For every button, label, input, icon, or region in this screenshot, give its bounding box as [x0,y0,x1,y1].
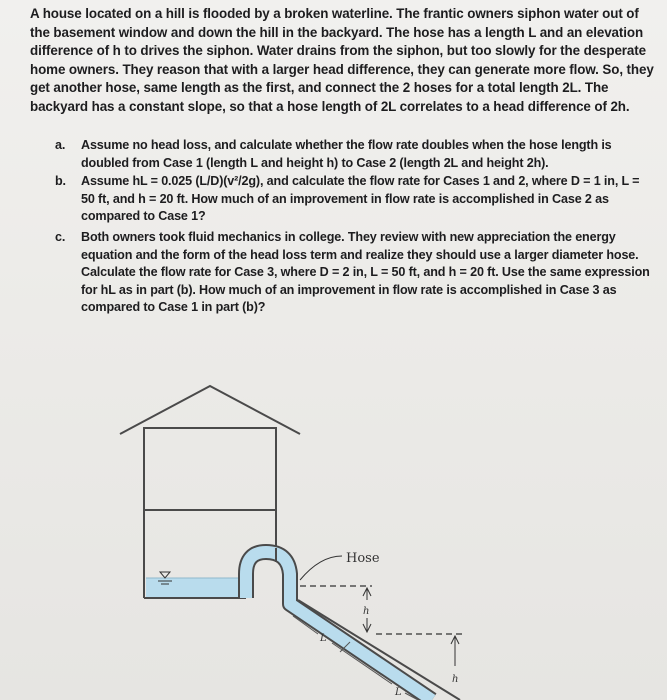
question-a-label: a. [55,138,66,152]
question-c-text: Both owners took fluid mechanics in college. They review with new appreciation the energy equation and the form of the head loss term and realize they should use a larger diameter hose. Calculate the flow rate for Case 3, where D = 2 in, L = 50 ft, and h = 20 ft. Use the same expression for hL as in part (b). How much of an improvement in flow rate is accomplished in Case 3 as compared to Case 1 in part (b)? [81,230,650,315]
question-b-text: Assume hL = 0.025 (L/D)(v²/2g), and calculate the flow rate for Cases 1 and 2, where D = 1 in, L = 50 ft, and h = 20 ft. How much of an improvement in flow rate is accomplished in Case 2 as compared to Case 1? [81,174,640,224]
question-a-text: Assume no head loss, and calculate whether the flow rate doubles when the hose length is doubled from Case 1 (length L and height h) to Case 2 (length 2L and height 2h). [81,138,612,170]
height-label-1: h [363,606,370,617]
question-b-label: b. [55,174,66,188]
length-label-2: L [395,687,402,698]
intro-text: A house located on a hill is flooded by a broken waterline. The frantic owners siphon water out of the basement window and down the hill in the backyard. The hose has a length L and an elevation difference of h to drives the siphon. Water drains from the siphon, but too slowly for the desperate home owners. They reason that with a larger head difference, they can generate more flow. So, they get another hose, same length as the first, and connect the 2 hoses for a total length 2L. The backyard has a constant slope, so that a hose length of 2L correlates to a head difference of 2h. [30,6,654,114]
height-label-2: h [452,674,459,685]
hose-label: Hose [346,551,380,566]
hose-leader-line [300,556,342,580]
water-surface-marker [160,572,170,578]
height-dimension-2 [451,636,459,666]
question-c-label: c. [55,230,66,244]
length-label-1: L [320,633,327,644]
house-upper-floor [144,428,276,510]
house-roof [120,386,300,434]
